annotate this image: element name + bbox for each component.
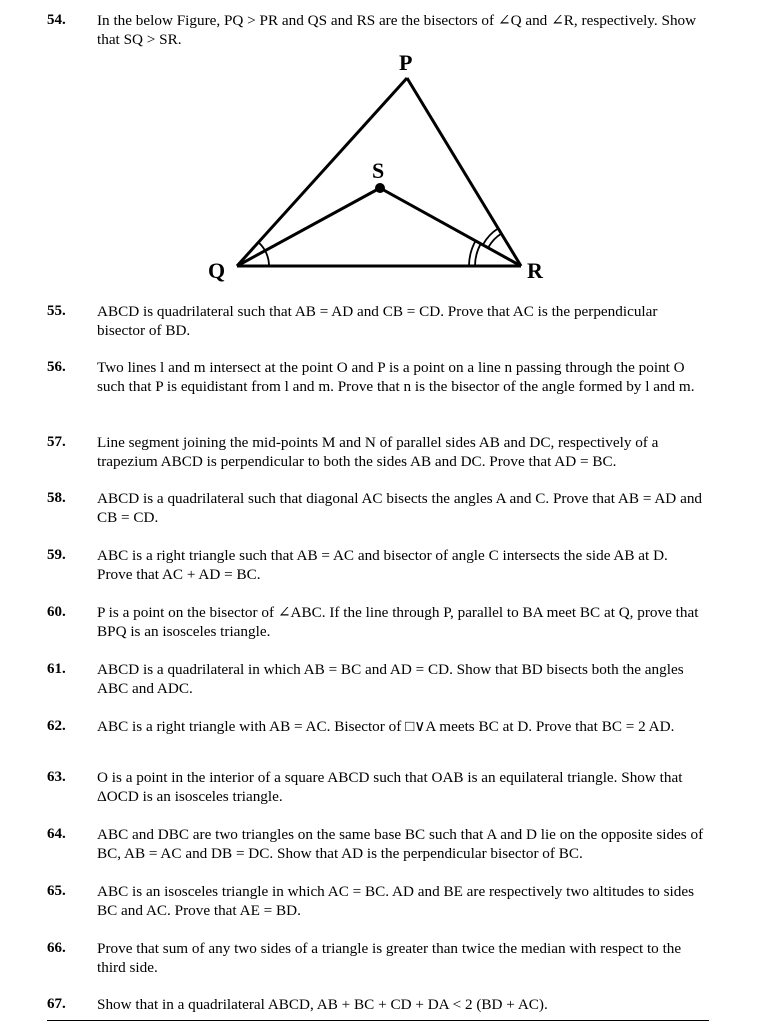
label-s: S bbox=[372, 158, 385, 183]
question-number: 62. bbox=[47, 718, 66, 734]
question-text: ABC is a right triangle with AB = AC. Bisector of □∨A meets BC at D. Prove that BC = 2 AD. bbox=[97, 718, 675, 735]
question-text: Prove that sum of any two sides of a triangle is greater than twice the median with respect to the third side. bbox=[97, 940, 682, 976]
question-number: 58. bbox=[47, 490, 66, 506]
question-text: ABC is a right triangle such that AB = AC and bisector of angle C intersects the side AB at D. Prove that AC + AD = BC. bbox=[97, 547, 668, 583]
question-number: 57. bbox=[47, 434, 66, 450]
question-text: ABCD is a quadrilateral in which AB = BC and AD = CD. Show that BD bisects both the angles ABC and ADC. bbox=[97, 661, 684, 697]
triangle-figure bbox=[0, 0, 761, 300]
question-text: O is a point in the interior of a square ABCD such that OAB is an equilateral triangle. Show that ΔOCD is an isosceles triangle. bbox=[97, 769, 683, 805]
question-number: 65. bbox=[47, 883, 66, 899]
bottom-rule bbox=[47, 1020, 709, 1021]
question-text: ABC and DBC are two triangles on the same base BC such that A and D lie on the opposite sides of BC, AB = AC and DB = DC. Show that AD is the perpendicular bisector of BC. bbox=[97, 826, 704, 862]
angle-arc-r-outer bbox=[475, 244, 481, 266]
question-text: In the below Figure, PQ > PR and QS and RS are the bisectors of ∠Q and ∠R, respectively. Show that SQ > SR. bbox=[97, 12, 697, 48]
question-number: 66. bbox=[47, 940, 66, 956]
question-number: 61. bbox=[47, 661, 66, 677]
question-text: Show that in a quadrilateral ABCD, AB + BC + CD + DA < 2 (BD + AC). bbox=[97, 996, 548, 1013]
question-number: 67. bbox=[47, 996, 66, 1012]
question-number: 64. bbox=[47, 826, 66, 842]
question-number: 63. bbox=[47, 769, 66, 785]
point-s bbox=[375, 183, 385, 193]
side-pr bbox=[407, 78, 521, 266]
question-text: ABC is an isosceles triangle in which AC = BC. AD and BE are respectively two altitudes to sides BC and AC. Prove that AE = BD. bbox=[97, 883, 694, 919]
bisector-rs bbox=[380, 188, 521, 266]
question-text: Two lines l and m intersect at the point O and P is a point on a line n passing through the point O such that P is equidistant from l and m. Prove that n is the bisector of the angle formed by l and m. bbox=[97, 359, 695, 395]
question-number: 54. bbox=[47, 12, 66, 28]
question-text: P is a point on the bisector of ∠ABC. If the line through P, parallel to BA meet BC at Q, prove that BPQ is an isosceles triangle. bbox=[97, 604, 699, 640]
label-r: R bbox=[527, 258, 543, 283]
question-text: ABCD is quadrilateral such that AB = AD and CB = CD. Prove that AC is the perpendicular bisector of BD. bbox=[97, 303, 658, 339]
bisector-qs bbox=[237, 188, 380, 266]
angle-arc-q-upper bbox=[258, 242, 265, 250]
label-q: Q bbox=[208, 258, 226, 283]
question-number: 60. bbox=[47, 604, 66, 620]
angle-arc-r-upper-2 bbox=[483, 228, 498, 244]
question-text: ABCD is a quadrilateral such that diagonal AC bisects the angles A and C. Prove that AB = AD and CB = CD. bbox=[97, 490, 703, 526]
label-p: P bbox=[399, 50, 413, 75]
question-text: Line segment joining the mid-points M and N of parallel sides AB and DC, respectively of a trapezium ABCD is perpendicular to both the sides AB and DC. Prove that AD = BC. bbox=[97, 434, 659, 470]
question-number: 55. bbox=[47, 303, 66, 319]
question-number: 59. bbox=[47, 547, 66, 563]
angle-arc-q-lower bbox=[265, 251, 269, 266]
question-number: 56. bbox=[47, 359, 66, 375]
